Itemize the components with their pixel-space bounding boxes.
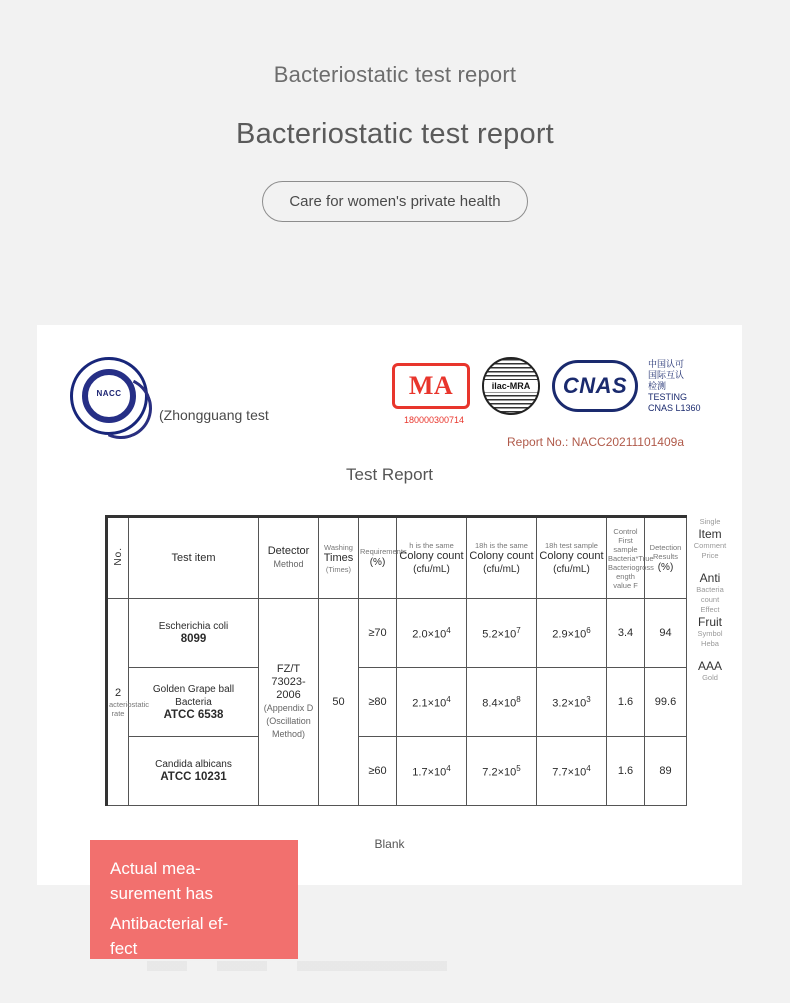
header-colony-18h-test: 18h test sample Colony count (cfu/mL) [537, 517, 607, 599]
cell-washing-times: 50 [319, 599, 359, 806]
cnas-line-4: TESTING [648, 391, 688, 402]
side-block-1: Single Item Comment Price [693, 517, 727, 560]
logo-caption: (Zhongguang test [159, 407, 269, 423]
report-table-wrapper [105, 515, 682, 806]
table-header-row [107, 517, 687, 599]
callout-line-1: Actual mea- [110, 859, 201, 878]
page-header [0, 0, 790, 222]
header-requirements: Requirements (%) [359, 517, 397, 599]
header-colony-18h: 18h is the same Colony count (cfu/mL) [467, 517, 537, 599]
cell-test-item: Golden Grape ball Bacteria ATCC 6538 [129, 668, 259, 737]
report-card [37, 325, 742, 885]
header-small-title: Bacteriostatic test report [273, 62, 517, 87]
cell-detector: FZ/T 73023-2006 (Appendix D (Oscillation Method) [259, 599, 319, 806]
certification-marks [392, 357, 701, 425]
table-row [107, 737, 687, 806]
cell-result: 99.6 [645, 668, 687, 737]
header-washing-times: Washing Times (Times) [319, 517, 359, 599]
cma-mark-icon: MA [392, 363, 470, 409]
side-block-2: Anti Bacteria count Effect Fruit Symbol Heba [696, 571, 724, 648]
cnas-line-5: CNAS L1360 [648, 402, 701, 413]
cell-colony-18h: $7.2\times 10^5$ [467, 737, 537, 806]
cell-colony-18h: $8.4\times 10^8$ [467, 668, 537, 737]
cnas-line-3: 检测 [648, 380, 667, 391]
cnas-line-2: 国际互认 [648, 369, 685, 380]
cell-requirement: ≥60 [359, 737, 397, 806]
report-card-header [37, 325, 742, 455]
cell-colony-18h-test: $3.2\times 10^3$ [537, 668, 607, 737]
cnas-line-1: 中国认可 [648, 358, 685, 369]
cell-requirement: ≥80 [359, 668, 397, 737]
report-number: Report No.: NACC20211101409a [507, 435, 684, 449]
header-no: No. [107, 517, 129, 599]
cell-result: 94 [645, 599, 687, 668]
cnas-mark-icon: CNAS [552, 360, 638, 412]
cma-number: 180000300714 [403, 415, 465, 425]
nacc-logo-text: NACC [96, 389, 122, 398]
cell-colony-18h-test: $7.7\times 10^4$ [537, 737, 607, 806]
header-test-item: Test item [129, 517, 259, 599]
cell-test-item: Escherichia coli 8099 [129, 599, 259, 668]
page-title: Bacteriostatic test report [236, 118, 554, 150]
blank-label: Blank [374, 837, 405, 851]
side-block-3: AAA Gold [697, 659, 722, 682]
header-control: Control First sample Bacteria*True Bacteriogross ength value F [607, 517, 645, 599]
callout-line-4: fect [110, 939, 138, 958]
cell-requirement: ≥70 [359, 599, 397, 668]
tagline-pill: Care for women's private health [262, 181, 527, 222]
cell-colony-18h: $5.2\times 10^7$ [467, 599, 537, 668]
table-row [107, 668, 687, 737]
row-no-cell: 2 acteriostatic rate [107, 599, 129, 806]
ilac-label: ilac-MRA [484, 380, 538, 392]
callout-line-2: surement has [110, 884, 213, 903]
nacc-logo-icon [70, 357, 158, 435]
header-detector: Detector Method [259, 517, 319, 599]
header-colony-0h: h is the same Colony count (cfu/mL) [397, 517, 467, 599]
report-table [105, 515, 687, 806]
ilac-mra-mark-icon [482, 357, 540, 415]
cnas-side-text [648, 359, 701, 414]
report-title: Test Report [346, 465, 433, 484]
faded-decoration [147, 961, 447, 971]
cell-colony-0h: $1.7\times 10^4$ [397, 737, 467, 806]
callout-line-3: Antibacterial ef- [110, 914, 229, 933]
cell-control: 1.6 [607, 737, 645, 806]
side-annotations [682, 517, 738, 695]
header-detection-results: Detection Results (%) [645, 517, 687, 599]
callout-banner [90, 840, 298, 959]
cell-colony-18h-test: $2.9\times 10^6$ [537, 599, 607, 668]
cell-control: 1.6 [607, 668, 645, 737]
cell-result: 89 [645, 737, 687, 806]
cell-colony-0h: $2.0\times 10^4$ [397, 599, 467, 668]
cell-test-item: Candida albicans ATCC 10231 [129, 737, 259, 806]
table-row [107, 599, 687, 668]
cell-control: 3.4 [607, 599, 645, 668]
cell-colony-0h: $2.1\times 10^4$ [397, 668, 467, 737]
